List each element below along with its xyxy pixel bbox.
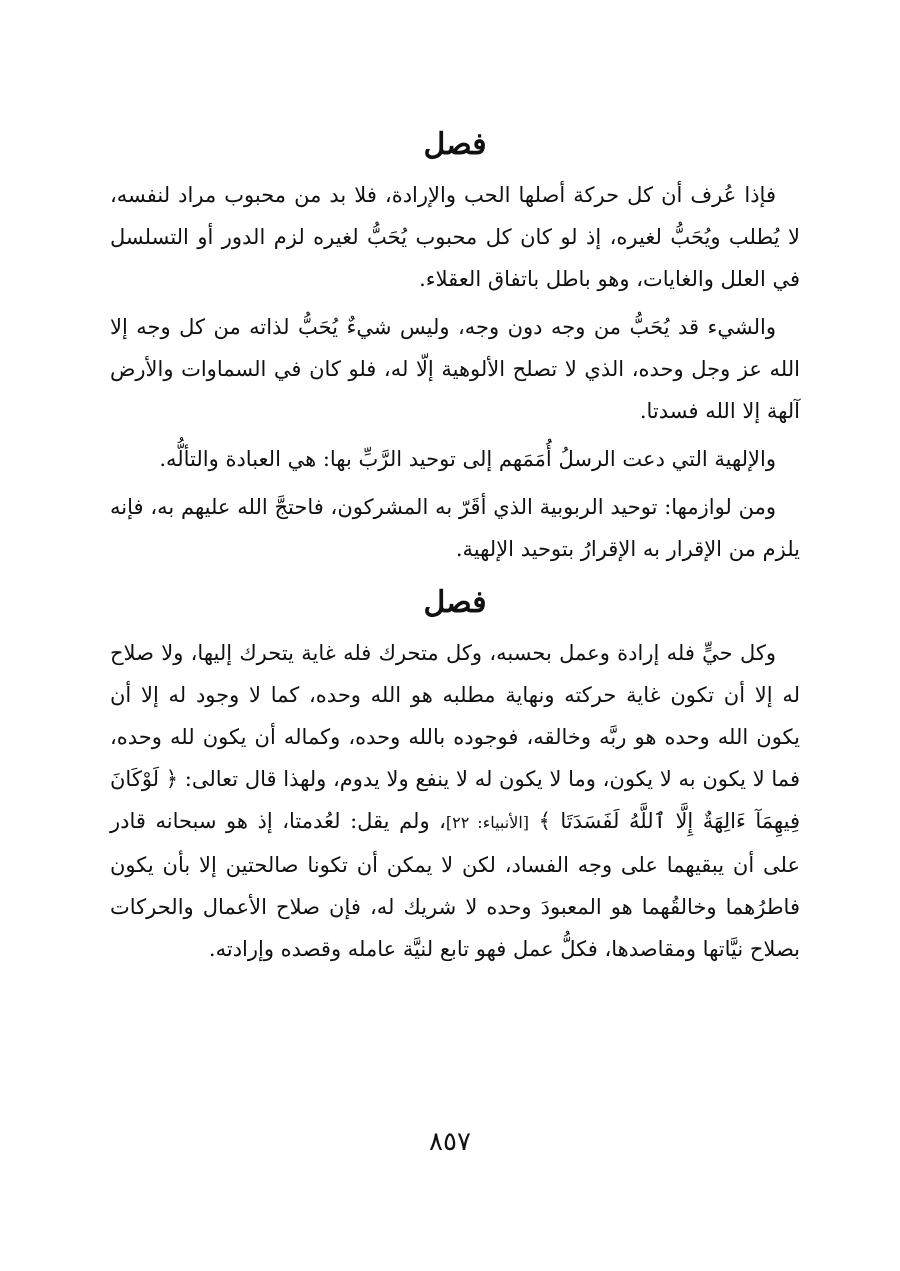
paragraph-3: والإلهية التي دعت الرسلُ أُمَمَهم إلى توحيد الرَّبِّ بها: هي العبادة والتألُّه. <box>159 447 776 471</box>
page-number: ٨٥٧ <box>429 1127 471 1157</box>
verse-reference: [الأنبياء: ٢٢] <box>445 813 530 832</box>
section-heading-2: فصل <box>423 585 487 620</box>
quran-verse: ﴿ لَوْكَانَ فِيهِمَآ ءَالِهَةٌ إِلَّا ٱللَّهُ لَفَسَدَتَا ﴾ <box>110 767 800 833</box>
paragraph-1: فإذا عُرف أن كل حركة أصلها الحب والإرادة، فلا بد من محبوب مراد لنفسه، لا يُطلب ويُحَبُّ لغيره، إذ لو كان كل محبوب يُحَبُّ لغيره لزم الدور أو التسلسل في العلل والغايات، وهو باطل باتفاق العقلاء. <box>110 183 800 291</box>
paragraph-4: ومن لوازمها: توحيد الربوبية الذي أقَرّ به المشركون، فاحتجَّ الله عليهم به، فإنه يلزم من الإقرار به الإقرارُ بتوحيد الإلهية. <box>110 495 800 561</box>
paragraph-2: والشيء قد يُحَبُّ من وجه دون وجه، وليس شيءٌ يُحَبُّ لذاته من كل وجه إلا الله عز وجل وحده، الذي لا تصلح الألوهية إلّا له، فلو كان في السماوات والأرض آلهة إلا الله فسدتا. <box>110 315 800 423</box>
paragraph-5 <box>110 632 800 970</box>
page-body <box>110 118 800 976</box>
section-heading-1: فصل <box>423 127 487 162</box>
paragraph-5-text-before-quran: وكل حيٍّ فله إرادة وعمل بحسبه، وكل متحرك فله غاية يتحرك إليها، ولا صلاح له إلا أن تكون غاية حركته ونهاية مطلبه هو الله وحده، كما لا وجود له إلا أن يكون الله وحده هو ربَّه وخالقه، فوجوده بالله وحده، وكماله أن يكون لله وحده، فما لا يكون به لا يكون، وما لا يكون له لا ينفع ولا يدوم، ولهذا قال تعالى: <box>110 641 800 791</box>
paragraph-5-text-after-quran: ، ولم يقل: لعُدمتا، إذ هو سبحانه قادر على أن يبقيهما على وجه الفساد، لكن لا يمكن أن تكونا صالحتين إلا بأن يكون فاطرُهما وخالقُهما هو المعبودَ وحده لا شريك له، فإن صلاح الأعمال والحركات بصلاح نيَّاتها ومقاصدها، فكلُّ عمل فهو تابع لنيَّة عامله وقصده وإرادته. <box>110 809 800 961</box>
